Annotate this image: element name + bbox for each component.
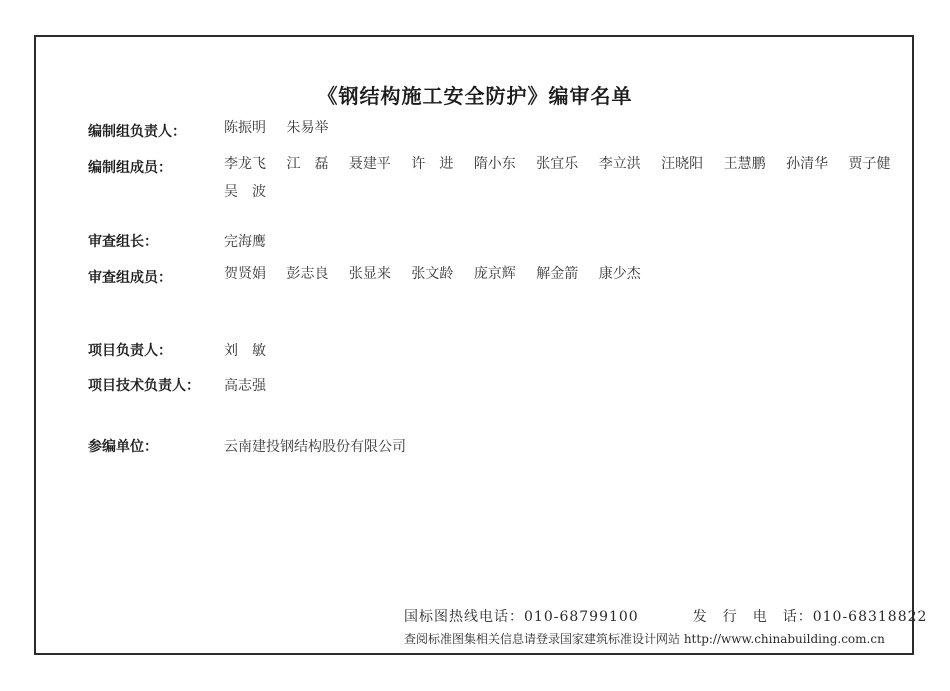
name-item: 彭志良 [286, 266, 329, 282]
hotline-text: 国标图热线电话：010-68799100 [404, 609, 639, 625]
name-item: 李立洪 [598, 156, 641, 172]
participant-value: 云南建投钢结构股份有限公司 [224, 439, 406, 455]
name-item: 吴 波 [224, 184, 266, 200]
name-item: 张宜乐 [536, 156, 579, 172]
name-item: 贺贤娟 [224, 266, 266, 282]
review-leader-value: 完海鹰 [224, 234, 266, 250]
name-item: 隋小东 [473, 156, 516, 172]
participant-label: 参编单位： [88, 439, 158, 455]
project-leader-value: 刘 敏 [224, 343, 266, 359]
name-item: 康少杰 [598, 266, 641, 282]
name-item: 聂建平 [348, 156, 391, 172]
name-item: 贾子健 [848, 156, 891, 172]
name-item: 汪晓阳 [661, 156, 704, 172]
footer-phones [404, 606, 927, 626]
issue-phone-text: 发 行 电 话：010-68318822 [692, 609, 928, 625]
page-title: 《钢结构施工安全防护》编审名单 [317, 84, 633, 108]
editors-label: 编制组成员： [88, 160, 172, 176]
editors-names [224, 150, 904, 206]
name-item: 许 进 [411, 156, 454, 172]
name-item: 朱易举 [286, 120, 329, 136]
review-leader-label: 审查组长： [88, 234, 158, 250]
name-item: 江 磊 [286, 156, 329, 172]
tech-leader-label: 项目技术负责人： [88, 378, 200, 394]
project-leader-label: 项目负责人： [88, 343, 172, 359]
reviewers-names [224, 260, 904, 288]
name-item: 张文龄 [411, 266, 454, 282]
name-item: 解金箭 [536, 266, 579, 282]
editor-leaders-names [224, 114, 904, 142]
editor-leaders-label: 编制组负责人： [88, 124, 186, 140]
name-item: 陈振明 [224, 120, 266, 136]
name-item: 孙清华 [786, 156, 829, 172]
tech-leader-value: 高志强 [224, 378, 266, 394]
name-item: 张显来 [348, 266, 391, 282]
name-item: 王慧鹏 [723, 156, 766, 172]
name-item: 庞京辉 [473, 266, 516, 282]
reviewers-label: 审查组成员： [88, 270, 172, 286]
name-item: 李龙飞 [224, 156, 266, 172]
footer-note: 查阅标准图集相关信息请登录国家建筑标准设计网站 http://www.chinabuilding.com.cn [404, 632, 885, 646]
